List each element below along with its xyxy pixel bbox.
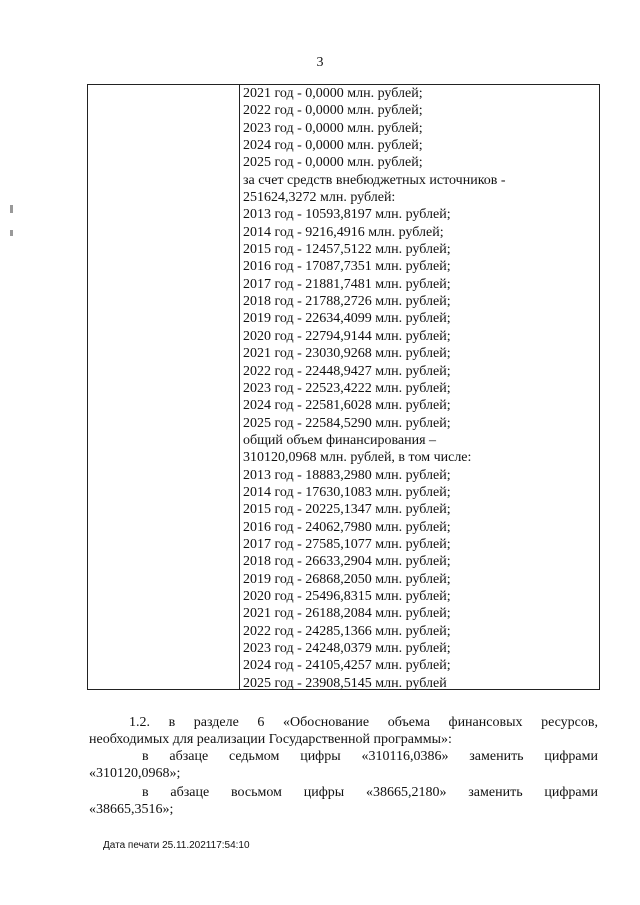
paragraph-line: 1.2. в разделе 6 «Обоснование объема финансовых ресурсов, bbox=[129, 715, 598, 730]
paragraph-line: в абзаце седьмом цифры «310116,0386» заменить цифрами bbox=[142, 749, 598, 764]
table-line: 2015 год - 12457,5122 млн. рублей; bbox=[243, 242, 451, 258]
table-line: 251624,3272 млн. рублей: bbox=[243, 190, 396, 206]
table-line: 2021 год - 23030,9268 млн. рублей; bbox=[243, 346, 451, 362]
table-line: 2017 год - 27585,1077 млн. рублей; bbox=[243, 536, 451, 552]
table-line: 2016 год - 24062,7980 млн. рублей; bbox=[243, 519, 451, 535]
print-date: Дата печати 25.11.202117:54:10 bbox=[103, 840, 250, 851]
paragraph-line: «310120,0968»; bbox=[89, 766, 181, 781]
table-column-divider bbox=[239, 85, 240, 689]
table-line: 2025 год - 0,0000 млн. рублей; bbox=[243, 155, 423, 171]
table-line: 2016 год - 17087,7351 млн. рублей; bbox=[243, 259, 451, 275]
table-line: 2023 год - 22523,4222 млн. рублей; bbox=[243, 380, 451, 396]
table-line: 2023 год - 0,0000 млн. рублей; bbox=[243, 120, 423, 136]
table-line: 2019 год - 22634,4099 млн. рублей; bbox=[243, 311, 451, 327]
paragraph-eighth-abzats bbox=[89, 784, 598, 818]
table-line: 2020 год - 25496,8315 млн. рублей; bbox=[243, 588, 451, 604]
paragraph-line: «38665,3516»; bbox=[89, 802, 174, 817]
table-line: 2022 год - 0,0000 млн. рублей; bbox=[243, 103, 423, 119]
table-line: 2022 год - 24285,1366 млн. рублей; bbox=[243, 623, 451, 639]
margin-scan-mark bbox=[10, 230, 13, 236]
table-line: общий объем финансирования – bbox=[243, 432, 437, 448]
paragraph-line: необходимых для реализации Государственной программы»: bbox=[89, 732, 452, 747]
table-line: за счет средств внебюджетных источников - bbox=[243, 172, 506, 188]
margin-scan-mark bbox=[10, 205, 13, 213]
table-line: 2024 год - 0,0000 млн. рублей; bbox=[243, 138, 423, 154]
table-line: 310120,0968 млн. рублей, в том числе: bbox=[243, 450, 472, 466]
table-line: 2020 год - 22794,9144 млн. рублей; bbox=[243, 328, 451, 344]
table-line: 2023 год - 24248,0379 млн. рублей; bbox=[243, 641, 451, 656]
table-line: 2013 год - 10593,8197 млн. рублей; bbox=[243, 207, 451, 223]
paragraph-seventh-abzats bbox=[89, 748, 598, 782]
table-line: 2025 год - 22584,5290 млн. рублей; bbox=[243, 415, 451, 431]
table-line: 2017 год - 21881,7481 млн. рублей; bbox=[243, 276, 451, 292]
financing-table bbox=[87, 84, 600, 690]
paragraph-section-1-2 bbox=[89, 714, 598, 748]
table-line: 2021 год - 26188,2084 млн. рублей; bbox=[243, 606, 451, 622]
financing-values-cell bbox=[243, 85, 595, 692]
table-line: 2018 год - 26633,2904 млн. рублей; bbox=[243, 554, 451, 570]
page-number: 3 bbox=[316, 55, 324, 70]
table-line: 2018 год - 21788,2726 млн. рублей; bbox=[243, 294, 451, 310]
table-line: 2021 год - 0,0000 млн. рублей; bbox=[243, 86, 423, 101]
table-line: 2022 год - 22448,9427 млн. рублей; bbox=[243, 363, 451, 379]
table-line: 2024 год - 24105,4257 млн. рублей; bbox=[243, 658, 451, 674]
table-line: 2019 год - 26868,2050 млн. рублей; bbox=[243, 571, 451, 587]
table-line: 2014 год - 17630,1083 млн. рублей; bbox=[243, 484, 451, 500]
table-line: 2013 год - 18883,2980 млн. рублей; bbox=[243, 467, 451, 483]
table-line: 2014 год - 9216,4916 млн. рублей; bbox=[243, 224, 444, 240]
table-line: 2025 год - 23908,5145 млн. рублей bbox=[243, 675, 447, 691]
paragraph-line: в абзаце восьмом цифры «38665,2180» заменить цифрами bbox=[142, 785, 598, 800]
table-line: 2015 год - 20225,1347 млн. рублей; bbox=[243, 502, 451, 518]
table-line: 2024 год - 22581,6028 млн. рублей; bbox=[243, 398, 451, 414]
